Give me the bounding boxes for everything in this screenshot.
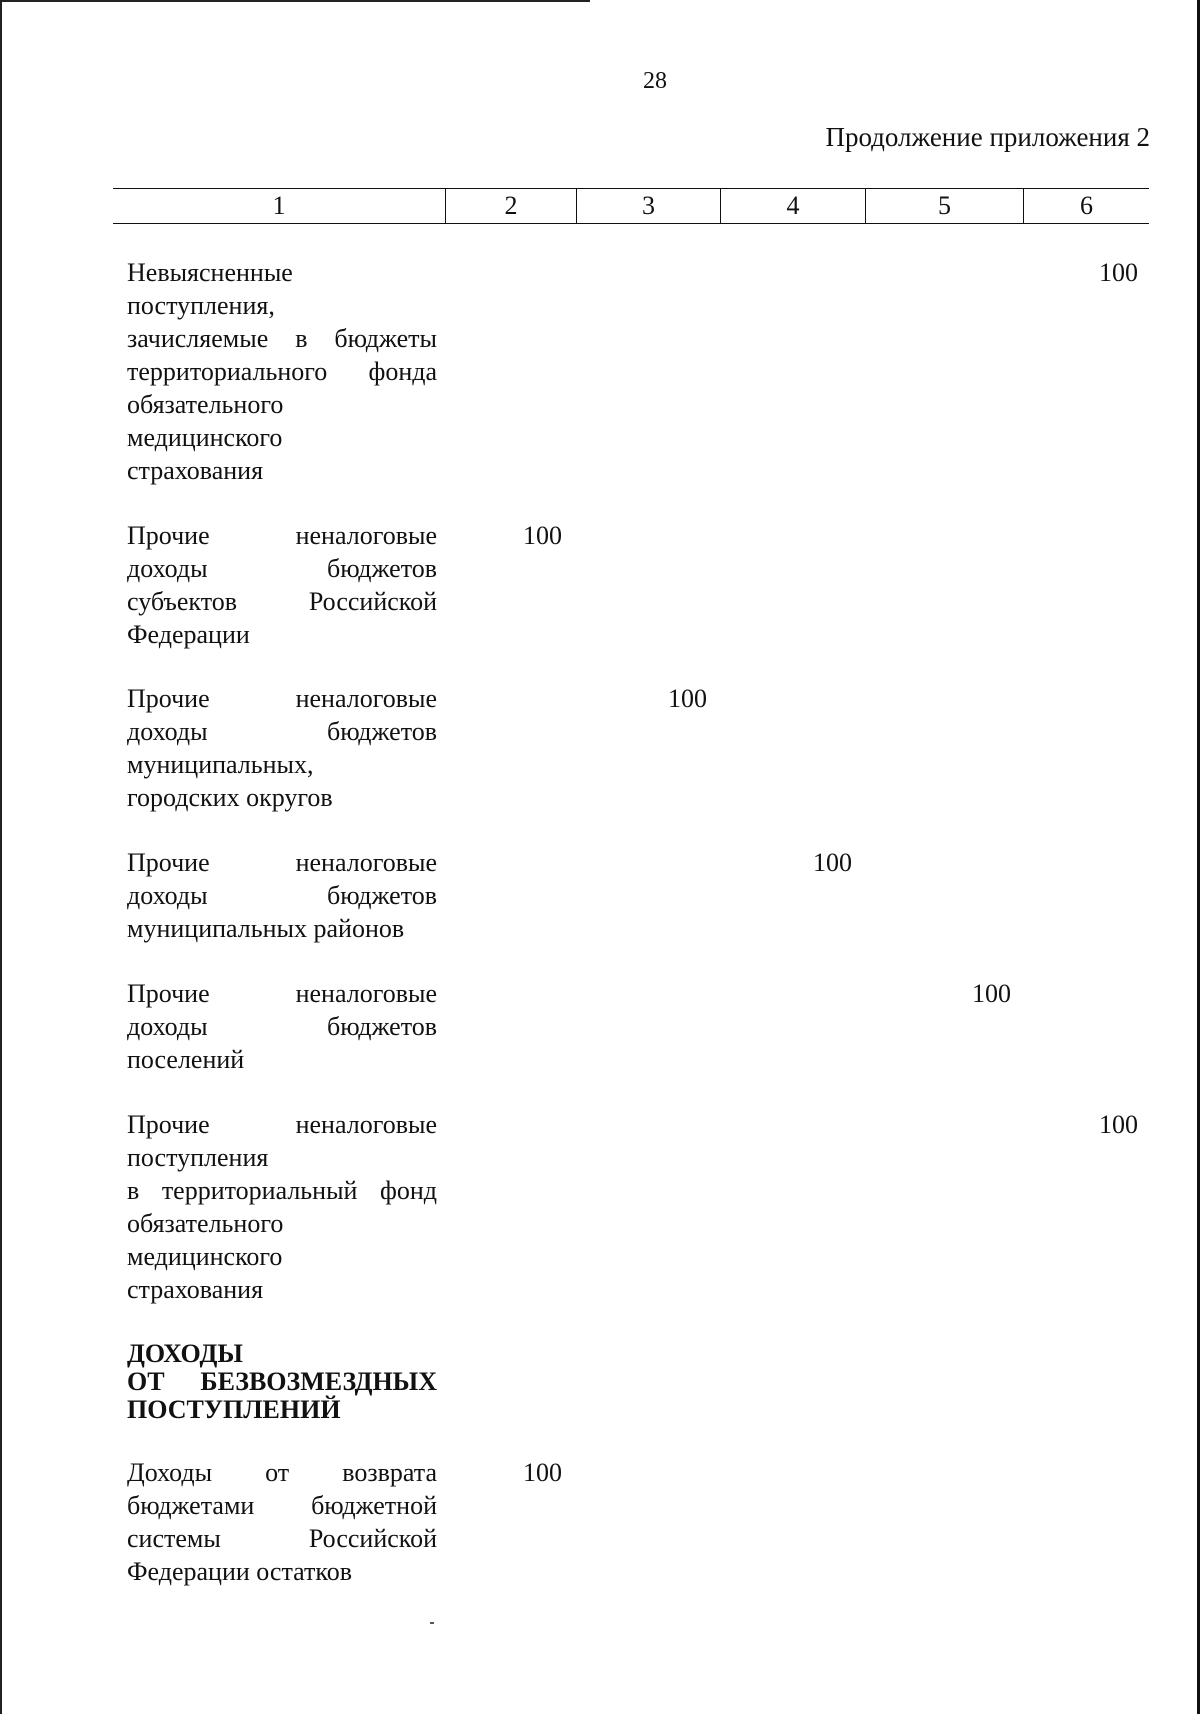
scan-edge-top: [0, 0, 590, 2]
row-description: Прочие неналоговые доходы бюджетов муниципальных районов: [127, 848, 437, 943]
row-value-col-5: 100: [972, 979, 1011, 1008]
table-header: [113, 188, 1149, 224]
row-value-col-2: 100: [523, 521, 562, 550]
table-row: [127, 519, 1167, 651]
row-description: Прочие неналоговые доходы бюджетов муниципальных, городских округов: [127, 684, 437, 812]
row-description: Прочие неналоговые доходы бюджетов субъектов Российской Федерации: [127, 521, 437, 649]
header-col-1: 1: [272, 191, 286, 220]
row-description: Прочие неналоговые доходы бюджетов поселений: [127, 979, 437, 1074]
table-row: [127, 682, 1167, 814]
page-number: 28: [643, 68, 667, 94]
row-description: Невыясненные поступления, зачисляемые в бюджеты территориального фонда обязательного медицинского страхования: [127, 258, 437, 485]
row-value-col-2: 100: [523, 1458, 562, 1487]
table-row: [127, 977, 1167, 1076]
header-col-4: 4: [720, 189, 865, 223]
row-value-col-3: 100: [668, 684, 707, 713]
table-row: [127, 1456, 1167, 1588]
scan-speck: [430, 1622, 434, 1624]
table-row: [127, 256, 1167, 487]
continuation-label: Продолжение приложения 2: [825, 122, 1150, 152]
row-value-col-6: 100: [1099, 1110, 1138, 1139]
header-col-5: 5: [865, 189, 1023, 223]
table-row-section-heading: [127, 1340, 1167, 1424]
section-heading: ДОХОДЫ ОТ БЕЗВОЗМЕЗДНЫХ ПОСТУПЛЕНИЙ: [127, 1339, 437, 1424]
row-description: Прочие неналоговые поступления в территориальный фонд обязательного медицинского страхования: [127, 1110, 437, 1304]
table-row: [127, 1108, 1167, 1306]
header-col-2: 2: [445, 189, 576, 223]
scan-edge-left: [0, 0, 2, 1714]
row-value-col-6: 100: [1099, 258, 1138, 287]
header-col-3: 3: [576, 189, 720, 223]
table-row: [127, 846, 1167, 945]
header-col-6: 6: [1023, 189, 1149, 223]
row-value-col-4: 100: [813, 848, 852, 877]
row-description: Доходы от возврата бюджетами бюджетной системы Российской Федерации остатков: [127, 1458, 437, 1586]
